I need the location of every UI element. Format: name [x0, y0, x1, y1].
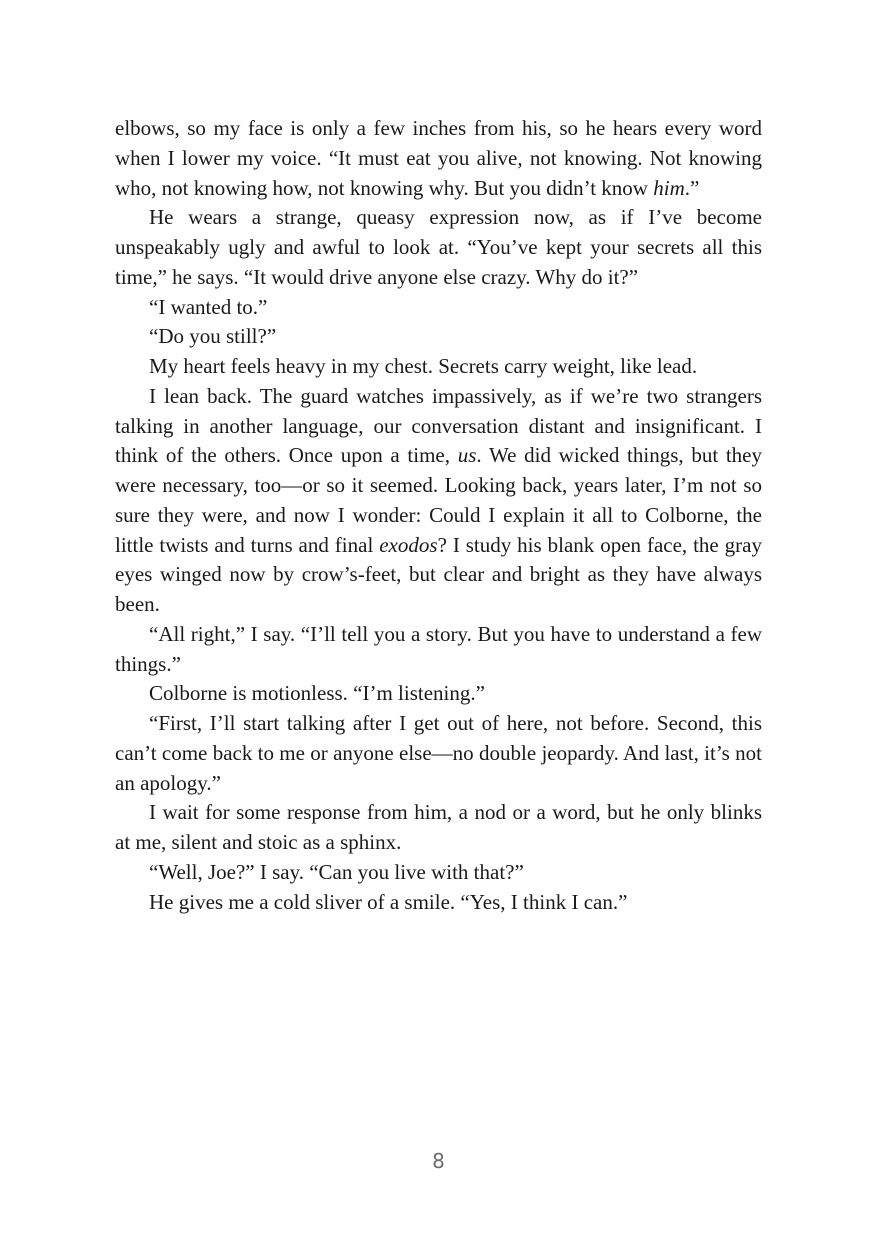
text-run: “First, I’ll start talking after I get out of here, not before. Second, this can’t come back to me or anyone else—no double jeopardy. And last, it’s not an apology.” — [115, 711, 762, 795]
italic-text: exodos — [379, 532, 438, 557]
text-run: “Well, Joe?” I say. “Can you live with that?” — [149, 859, 524, 884]
text-run: . We did wicked things, but they were necessary, too—or so it seemed. Looking back, years later, I’m not so sure they were, and now I wonder: Could I explain it all to Colborne, the little twists and turns and final — [115, 443, 763, 557]
text-run: ? I study his blank open face, the gray eyes winged now by crow’s-feet, but clear and bright as they have always been. — [115, 532, 762, 616]
text-run: My heart feels heavy in my chest. Secrets carry weight, like lead. — [149, 354, 698, 378]
body-text — [115, 114, 762, 917]
paragraph — [115, 203, 762, 292]
text-run: He wears a strange, queasy expression now, as if I’ve become unspeakably ugly and awful to look at. “You’ve kept your secrets all this time,” he says. “It would drive anyone else crazy. Why do it?” — [115, 205, 762, 289]
text-run: “Do you still?” — [149, 324, 277, 349]
text-run: “All right,” I say. “I’ll tell you a story. But you have to understand a few things.” — [115, 621, 762, 676]
paragraph — [115, 709, 762, 798]
text-run: He gives me a cold sliver of a smile. “Yes, I think I can.” — [149, 889, 628, 914]
text-run: I wait for some response from him, a nod or a word, but he only blinks at me, silent and stoic as a sphinx. — [115, 800, 762, 854]
text-run: “I wanted to.” — [149, 294, 268, 319]
paragraph — [115, 382, 762, 620]
page-number: 8 — [432, 1149, 445, 1173]
paragraph — [115, 293, 762, 323]
text-run: elbows, so my face is only a few inches from his, so he hears every word when I lower my voice. “It must eat you alive, not knowing. Not knowing who, not knowing how, not knowing why. But you didn’t know — [115, 116, 762, 200]
paragraph — [115, 858, 762, 888]
paragraph — [115, 888, 762, 918]
paragraph — [115, 798, 762, 858]
italic-text: us — [457, 443, 477, 468]
paragraph — [115, 620, 762, 680]
text-run: .” — [684, 175, 700, 200]
paragraph — [115, 322, 762, 352]
text-run: Colborne is motionless. “I’m listening.” — [149, 681, 485, 706]
paragraph — [115, 114, 762, 203]
paragraph — [115, 352, 762, 382]
italic-text: him — [653, 175, 685, 200]
paragraph — [115, 679, 762, 709]
text-run: I lean back. The guard watches impassively, as if we’re two strangers talking in another language, our conversation distant and insignificant. I think of the others. Once upon a time, — [115, 383, 762, 468]
